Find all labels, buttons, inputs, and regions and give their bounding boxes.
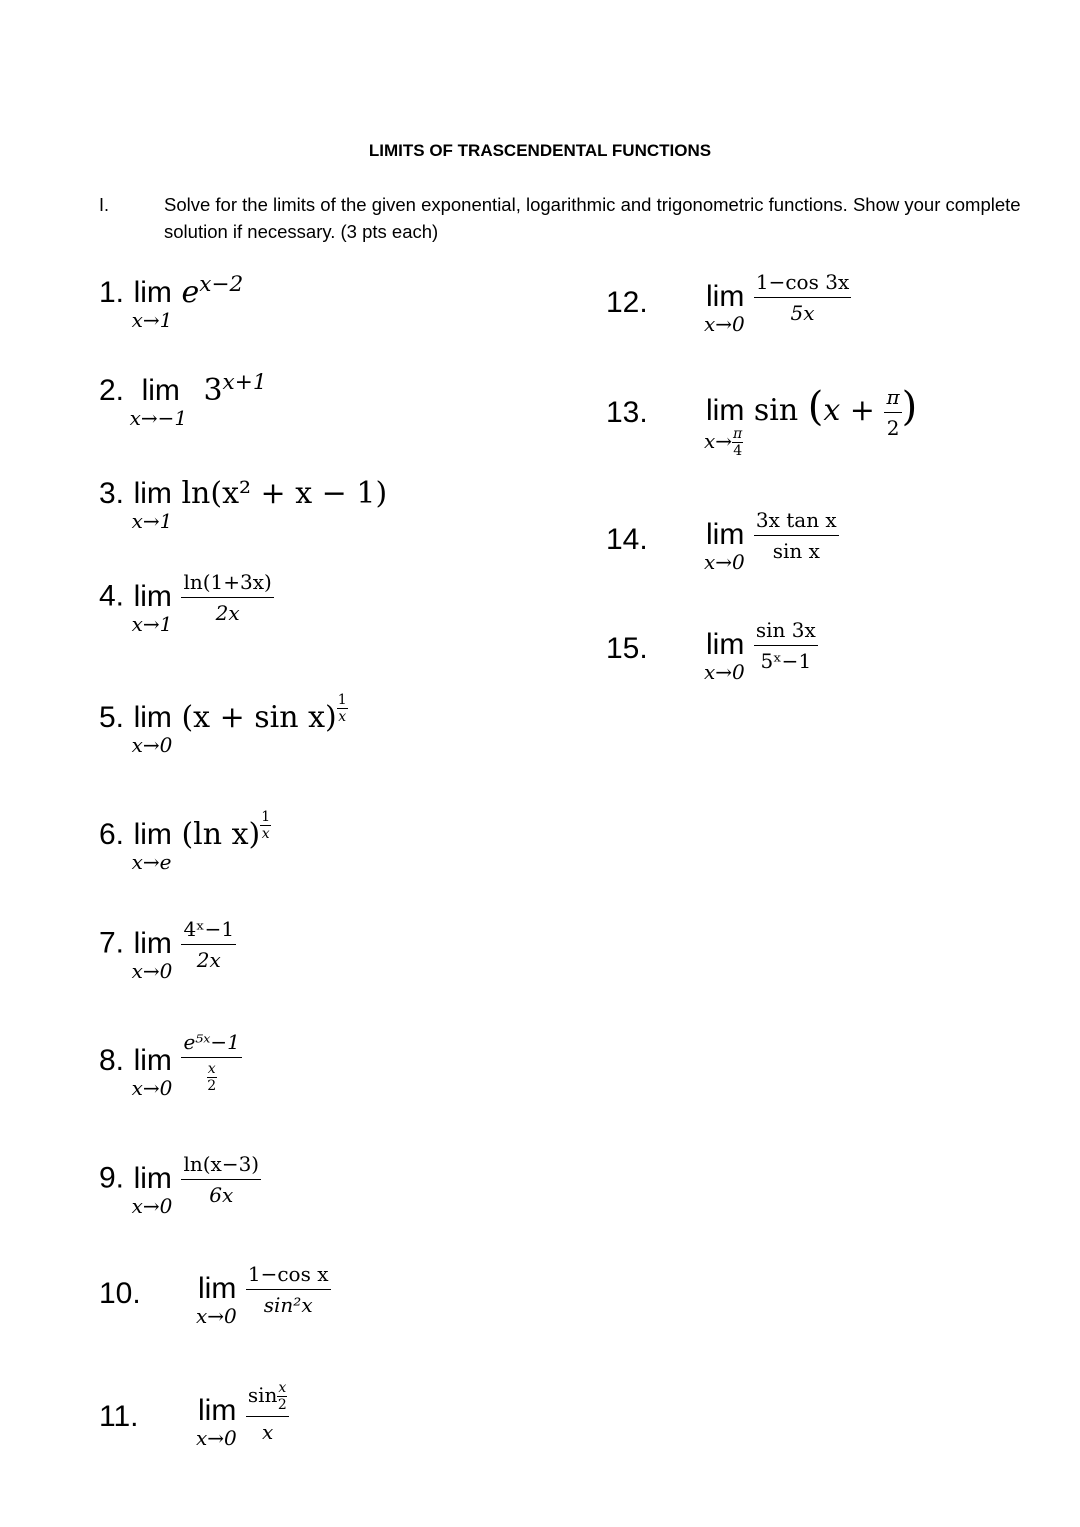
fraction [181, 917, 236, 972]
denominator: $\frac{x}{2}$ [207, 1061, 217, 1094]
denominator: x [261, 1420, 274, 1444]
worksheet-title: LIMITS OF TRASCENDENTAL FUNCTIONS [368, 141, 712, 160]
numerator: 1−cos 3x [754, 270, 851, 298]
limit-subscript: x→0 [131, 1076, 173, 1100]
problem-number-12: 12. [606, 286, 648, 319]
fraction [246, 1262, 331, 1317]
numerator: 3x tan x [754, 508, 839, 536]
denominator: 5x [790, 301, 815, 325]
problem-2 [99, 370, 267, 430]
limit-subscript: x→−1 [129, 406, 188, 430]
problem-number-15: 15. [606, 632, 648, 665]
numerator: e⁵ˣ−1 [181, 1030, 241, 1058]
fraction [754, 270, 851, 325]
problem-number-11: 11. [99, 1400, 139, 1433]
limit-subscript: x→1 [131, 308, 173, 332]
problem-12 [704, 270, 851, 336]
problem-number: 1. [99, 276, 125, 309]
numerator: ln(1+3x) [181, 570, 273, 598]
limit-operator: lim x→−1 [129, 374, 188, 430]
base: e [181, 275, 200, 310]
problem-number: 3. [99, 477, 125, 510]
exponent-fraction: $\frac{1}{x}$ [261, 809, 271, 842]
section-numeral: I. [99, 195, 110, 215]
limit-subscript: x→e [131, 850, 172, 874]
numerator: sin $\frac{x}{2}$ [246, 1380, 289, 1417]
problem-14 [704, 508, 839, 574]
fraction [181, 1152, 261, 1207]
problem-15 [704, 618, 818, 684]
expression: ln(x² + x − 1) [181, 476, 388, 511]
fraction [754, 508, 839, 563]
limit-subscript: x→0 [704, 549, 745, 574]
argument: x + [823, 393, 875, 428]
problem-number: 8. [99, 1044, 125, 1077]
base: (x + sin x) [181, 700, 337, 735]
problem-7 [99, 917, 236, 983]
limit-subscript: x→1 [131, 611, 173, 636]
numerator: 4ˣ−1 [181, 917, 236, 945]
fraction [181, 1030, 241, 1094]
limit-operator: lim x→1 [131, 579, 173, 636]
problem-number: 2. [99, 374, 125, 407]
problem-number-14: 14. [606, 523, 648, 556]
limit-subscript: x→0 [131, 1193, 173, 1218]
limit-subscript: x→1 [131, 509, 173, 533]
problem-number-13: 13. [606, 396, 648, 429]
problem-number: 6. [99, 818, 125, 851]
problem-3 [99, 476, 388, 533]
limit-operator: lim x→0 [704, 517, 745, 574]
problem-13 [704, 384, 918, 459]
numerator: 1−cos x [246, 1262, 331, 1290]
problem-number: 4. [99, 579, 125, 613]
limit-operator: lim x→0 [704, 627, 745, 684]
limit-subscript: x→0 [131, 733, 173, 757]
problem-1 [99, 272, 244, 332]
denominator: 6x [209, 1183, 234, 1207]
fraction [754, 618, 818, 673]
limit-operator: lim x→0 [196, 1271, 237, 1328]
base: 3 [203, 373, 223, 408]
instructions: Solve for the limits of the given exponential, logarithmic and trigonometric functions. Show your complete solution if necessary. (3 pts each) [164, 194, 1021, 242]
limit-operator: lim x→0 [704, 279, 745, 336]
problem-4 [99, 570, 274, 636]
fraction [181, 570, 273, 625]
limit-subscript: x→0 [196, 1426, 237, 1450]
limit-operator: lim x→0 [131, 926, 173, 983]
problem-11 [196, 1380, 289, 1450]
problem-number: 7. [99, 926, 125, 960]
exponent: x+1 [222, 370, 267, 395]
limit-operator: lim x→e [131, 818, 172, 874]
denominator: 2x [196, 948, 221, 972]
limit-subscript: x→0 [196, 1303, 237, 1328]
argument-fraction: $\frac{\pi}{2}$ [886, 384, 900, 440]
numerator: sin 3x [754, 618, 818, 646]
problem-9 [99, 1152, 261, 1218]
limit-operator: lim x→0 [196, 1394, 237, 1450]
denominator: sin x [772, 539, 820, 563]
base: (ln x) [181, 817, 261, 852]
denominator: sin²x [263, 1293, 313, 1317]
limit-subscript: x→ $\frac{\pi}{4}$ [704, 426, 743, 459]
problem-number: 9. [99, 1161, 125, 1195]
limit-operator: lim x→ $\frac{\pi}{4}$ [704, 394, 745, 459]
problem-5 [99, 692, 348, 757]
problem-6 [99, 809, 271, 874]
function-name: sin [753, 393, 799, 428]
limit-subscript: x→0 [131, 958, 173, 983]
fraction [246, 1380, 289, 1444]
problem-8 [99, 1030, 242, 1100]
problem-number: 5. [99, 701, 125, 734]
limit-operator: lim x→0 [131, 1044, 173, 1100]
exponent: x−2 [199, 272, 244, 297]
limit-operator: lim x→1 [131, 276, 173, 332]
right-paren: ) [901, 384, 918, 430]
denominator: 5ˣ−1 [760, 649, 812, 673]
limit-operator: lim x→0 [131, 701, 173, 757]
limit-operator: lim x→0 [131, 1161, 173, 1218]
limit-subscript: x→0 [704, 659, 745, 684]
limit-operator: lim x→1 [131, 477, 173, 533]
exponent-fraction: $\frac{1}{x}$ [337, 692, 347, 725]
numerator: ln(x−3) [181, 1152, 261, 1180]
limit-subscript: x→0 [704, 311, 745, 336]
problem-number-10: 10. [99, 1277, 141, 1310]
left-paren: ( [807, 384, 824, 430]
problem-10 [196, 1262, 331, 1328]
denominator: 2x [215, 601, 240, 625]
